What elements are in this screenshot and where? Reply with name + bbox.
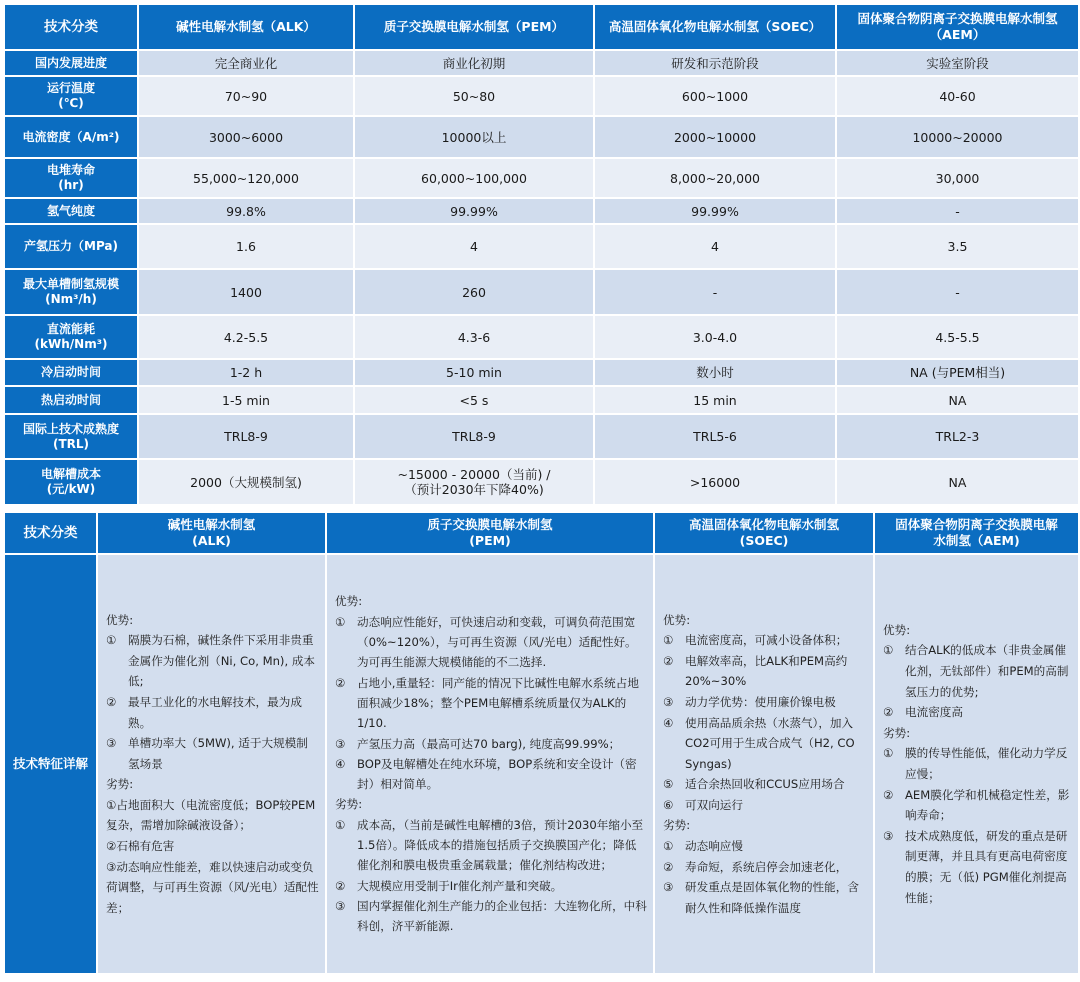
corner-header: 技术分类 [4,512,97,554]
cell: 55,000~120,000 [138,158,354,198]
column-header-soec: 高温固体氧化物电解水制氢（SOEC） [594,4,836,50]
list-item: ② AEM膜化学和机械稳定性差，影响寿命； [883,787,1070,823]
cell: 1-2 h [138,359,354,386]
list-item: ③动态响应性能差，难以快速启动或变负荷调整，与可再生资源（风/光电）适配性差； [106,859,319,915]
list-item: ④ BOP及电解槽处在纯水环境，BOP系统和安全设计（密封）相对简单。 [335,756,637,792]
cell: 商业化初期 [354,50,594,76]
cell: 3.0-4.0 [594,315,836,359]
detail-cell-pem [326,554,654,974]
corner-header: 技术分类 [4,4,138,50]
row-label: 冷启动时间 [4,359,138,386]
row-label: 电堆寿命 (hr) [4,158,138,198]
column-header-pem: 质子交换膜电解水制氢（PEM） [354,4,594,50]
cell: TRL8-9 [138,414,354,459]
list-item: ① 动态响应性能好，可快速启动和变载，可调负荷范围宽（0%~120%），与可再生资源（风/光电）适配性好。为可再生能源大规模储能的不二选择. [335,614,637,670]
column-abbr: 水制氢（AEM) [933,533,1020,548]
column-abbr: (ALK) [192,533,231,548]
list-item: ③ 技术成熟度低，研发的重点是研制更薄，并且具有更高电荷密度的膜；无（低) PGM催化剂提高性能； [883,828,1068,905]
disadvantages-title: 劣势: [883,725,911,740]
table-row [4,269,1079,315]
detail-cell-aem [874,554,1079,974]
advantages-title: 优势: [335,594,363,609]
cell: 99.8% [138,198,354,224]
cell: 研发和示范阶段 [594,50,836,76]
header-row [4,4,1079,50]
row-label: 技术特征详解 [4,554,97,974]
cell: 4 [594,224,836,269]
list-item: ① 动态响应慢 [663,839,743,854]
table-row [4,459,1079,505]
cell: 1-5 min [138,386,354,414]
cell: 99.99% [594,198,836,224]
table-row [4,386,1079,414]
list-item: ③ 国内掌握催化剂生产能力的企业包括：大连物化所，中科科创，济平新能源. [335,898,647,934]
column-header-alk [97,512,326,554]
list-item: ② 寿命短，系统启停会加速老化， [663,859,848,874]
table-row [4,224,1079,269]
column-name: 固体聚合物阴离子交换膜电解 [895,517,1058,532]
cell: NA [836,459,1079,505]
table-row [4,158,1079,198]
list-item: ① 隔膜为石棉，碱性条件下采用非贵重金属作为催化剂（Ni, Co, Mn), 成本低; [106,633,316,689]
cell: 4.5-5.5 [836,315,1079,359]
row-label: 最大单槽制氢规模 (Nm³/h) [4,269,138,315]
list-item: ④ 使用高品质余热（水蒸气），加入CO2可用于生成合成气（H2, CO Syngas) [663,715,855,771]
list-item: ①占地面积大（电流密度低；BOP较PEM复杂，需增加除碱液设备）； [106,797,316,833]
column-header-aem [874,512,1079,554]
cell: 99.99% [354,198,594,224]
list-item: ② 最早工业化的水电解技术，最为成熟。 [106,694,302,730]
list-item: ① 结合ALK的低成本（非贵金属催化剂，无钛部件）和PEM的高制氢压力的优势; [883,643,1069,699]
column-abbr: (SOEC) [739,533,789,548]
cell: - [836,198,1079,224]
table-row [4,198,1079,224]
cell: NA [836,386,1079,414]
list-item: ③ 动力学优势：使用廉价镍电极 [663,694,836,709]
list-item: ⑥ 可双向运行 [663,797,743,812]
list-item: ③ 研发重点是固体氧化物的性能，含耐久性和降低操作温度 [663,880,859,915]
column-header-soec [654,512,874,554]
cell: 1400 [138,269,354,315]
list-item: ⑤ 适合余热回收和CCUS应用场合 [663,777,845,792]
row-label: 国内发展进度 [4,50,138,76]
list-item: ① 电流密度高，可减小设备体积； [663,633,848,648]
column-abbr: (PEM) [469,533,511,548]
cell: 8,000~20,000 [594,158,836,198]
comparison-table-top [3,3,1080,506]
cell: >16000 [594,459,836,505]
cell: ~15000 - 20000（当前) /（预计2030年下降40%) [354,459,594,505]
list-item: ① 膜的传导性能低，催化动力学反应慢； [883,746,1068,781]
cell: 40-60 [836,76,1079,116]
row-label: 热启动时间 [4,386,138,414]
cell: TRL2-3 [836,414,1079,459]
technical-details-table [3,511,1080,975]
column-header-pem [326,512,654,554]
table-row [4,315,1079,359]
table-row [4,50,1079,76]
row-label: 电解槽成本 (元/kW) [4,459,138,505]
list-item: ③ 单槽功率大（5MW), 适于大规模制氢场景 [106,736,308,771]
cell: - [836,269,1079,315]
cell: 3000~6000 [138,116,354,158]
list-item: ② 占地小,重量轻：同产能的情况下比碱性电解水系统占地面积减少18%；整个PEM电解槽系统质量仅为ALK的1/10. [335,675,639,731]
row-label: 直流能耗 (kWh/Nm³) [4,315,138,359]
list-item: ②石棉有危害 [106,839,175,854]
detail-cell-alk [97,554,326,974]
cell: TRL5-6 [594,414,836,459]
cell: NA (与PEM相当) [836,359,1079,386]
disadvantages-title: 劣势: [106,777,134,792]
cell: 实验室阶段 [836,50,1079,76]
cell: 4 [354,224,594,269]
cell: <5 s [354,386,594,414]
cell: 50~80 [354,76,594,116]
column-header-alk: 碱性电解水制氢（ALK） [138,4,354,50]
cell: 3.5 [836,224,1079,269]
table-row [4,76,1079,116]
column-name: 质子交换膜电解水制氢 [427,517,553,532]
cell: 数小时 [594,359,836,386]
header-row [4,512,1079,554]
advantages-title: 优势: [663,612,691,627]
cell: 5-10 min [354,359,594,386]
row-label: 电流密度（A/m²) [4,116,138,158]
list-item: ① 成本高，（当前是碱性电解槽的3倍，预计2030年缩小至1.5倍）。降低成本的措施包括质子交换膜国产化；降低催化剂和膜电极贵重金属载量；催化剂结构改进； [335,817,644,873]
cell: 2000~10000 [594,116,836,158]
cell: 30,000 [836,158,1079,198]
cell: 4.2-5.5 [138,315,354,359]
table-row [4,414,1079,459]
list-item: ② 电流密度高 [883,705,963,720]
cell: 10000~20000 [836,116,1079,158]
detail-row [4,554,1079,974]
cell: TRL8-9 [354,414,594,459]
cell: 完全商业化 [138,50,354,76]
row-label: 产氢压力（MPa) [4,224,138,269]
column-header-aem: 固体聚合物阴离子交换膜电解水制氢（AEM） [836,4,1079,50]
row-label: 运行温度 (℃) [4,76,138,116]
row-label: 氢气纯度 [4,198,138,224]
row-label: 国际上技术成熟度 (TRL) [4,414,138,459]
disadvantages-title: 劣势: [335,797,363,812]
cell: 4.3-6 [354,315,594,359]
column-name: 碱性电解水制氢 [167,517,256,532]
detail-cell-soec [654,554,874,974]
cell: 10000以上 [354,116,594,158]
advantages-title: 优势: [106,612,134,627]
cell: 600~1000 [594,76,836,116]
cell: 1.6 [138,224,354,269]
list-item: ② 大规模应用受制于Ir催化剂产量和突破。 [335,878,563,893]
cell: 2000（大规模制氢) [138,459,354,505]
cell: 70~90 [138,76,354,116]
cell: 15 min [594,386,836,414]
cell: 260 [354,269,594,315]
column-name: 高温固体氧化物电解水制氢 [688,517,839,532]
cell: 60,000~100,000 [354,158,594,198]
disadvantages-title: 劣势: [663,818,691,833]
table-row [4,359,1079,386]
table-row [4,116,1079,158]
advantages-title: 优势: [883,622,911,637]
list-item: ② 电解效率高，比ALK和PEM高约20%~30% [663,653,848,689]
cell: - [594,269,836,315]
list-item: ③ 产氢压力高（最高可达70 barg), 纯度高99.99%； [335,736,621,751]
